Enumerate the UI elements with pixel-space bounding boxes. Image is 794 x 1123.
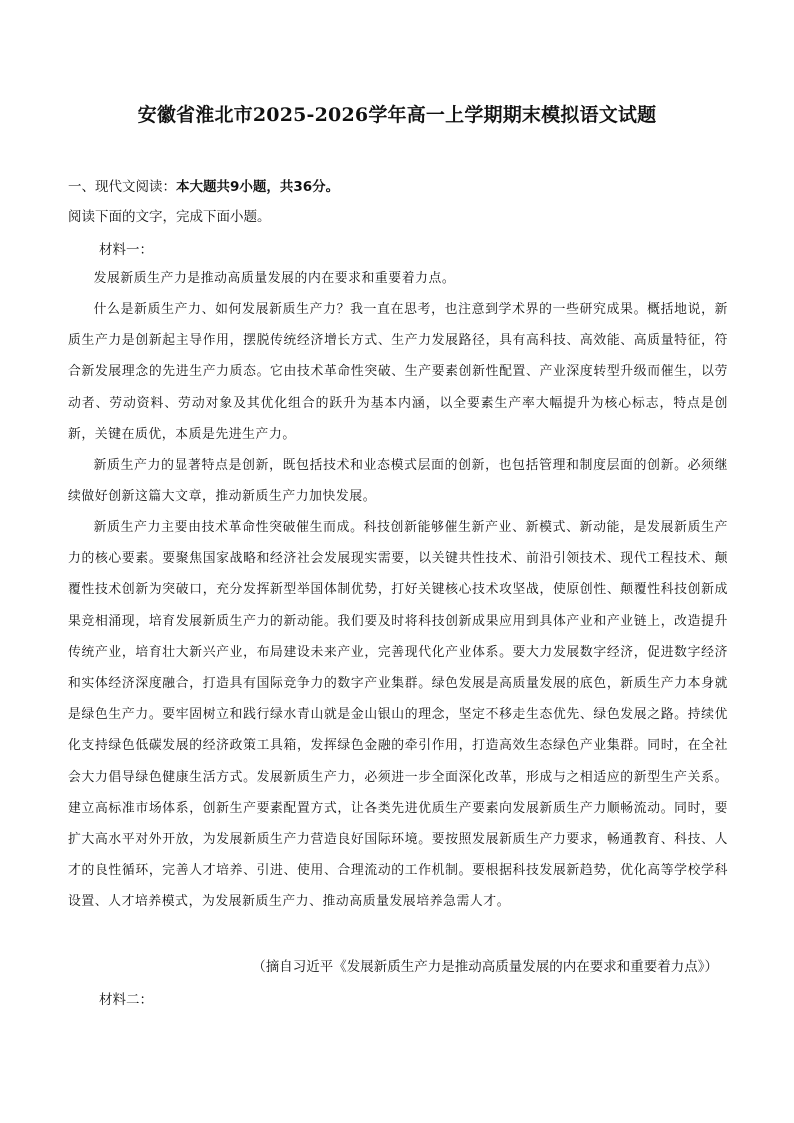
paragraph-1: 发展新质生产力是推动高质量发展的内在要求和重要着力点。: [93, 271, 456, 286]
material-one-label: 材料一：: [99, 242, 153, 258]
section-heading: [68, 175, 339, 195]
paragraph-2: 什么是新质生产力、如何发展新质生产力？我一直在思考，也注意到学术界的一些研究成果。概括地说，新质生产力是创新起主导作用，摆脱传统经济增长方式、生产力发展路径，具有高科技、高效能、高质量特征，符合新发展理念的先进生产力质态。它由技术革命性突破、生产要素创新性配置、产业深度转型升级而催生，以劳动者、劳动资料、劳动对象及其优化组合的跃升为基本内涵，以全要素生产率大幅提升为核心标志，特点是创新，关键在质优，本质是先进生产力。: [68, 302, 728, 442]
section-detail: 本大题共9小题，共36分。: [176, 179, 340, 195]
section-prefix: 一、现代文阅读：: [68, 179, 176, 195]
paragraph-3: 新质生产力的显著特点是创新，既包括技术和业态模式层面的创新，也包括管理和制度层面的创新。必须继续做好创新这篇大文章，推动新质生产力加快发展。: [68, 458, 728, 505]
source-citation: （摘自习近平《发展新质生产力是推动高质量发展的内在要求和重要着力点》）: [252, 959, 718, 975]
material-two-label: 材料二：: [99, 992, 153, 1008]
exam-title: 安徽省淮北市2025-2026学年高一上学期期末模拟语文试题: [137, 104, 657, 126]
reading-instruction: 阅读下面的文字，完成下面小题。: [68, 209, 271, 225]
paragraph-4: 新质生产力主要由技术革命性突破催生而成。科技创新能够催生新产业、新模式、新动能，是发展新质生产力的核心要素。要聚焦国家战略和经济社会发展现实需要，以关键共性技术、前沿引领技术、现代工程技术、颠覆性技术创新为突破口，充分发挥新型举国体制优势，打好关键核心技术攻坚战，使原创性、颠覆性科技创新成果竞相涌现，培育发展新质生产力的新动能。我们要及时将科技创新成果应用到具体产业和产业链上，改造提升传统产业，培育壮大新兴产业，布局建设未来产业，完善现代化产业体系。要大力发展数字经济，促进数字经济和实体经济深度融合，打造具有国际竞争力的数字产业集群。绿色发展是高质量发展的底色，新质生产力本身就是绿色生产力。要牢固树立和践行绿水青山就是金山银山的理念，坚定不移走生态优先、绿色发展之路。持续优化支持绿色低碳发展的经济政策工具箱，发挥绿色金融的牵引作用，打造高效生态绿色产业集群。同时，在全社会大力倡导绿色健康生活方式。发展新质生产力，必须进一步全面深化改革，形成与之相适应的新型生产关系。建立高标准市场体系，创新生产要素配置方式，让各类先进优质生产要素向发展新质生产力顺畅流动。同时，要扩大高水平对外开放，为发展新质生产力营造良好国际环境。要按照发展新质生产力要求，畅通教育、科技、人才的良性循环，完善人才培养、引进、使用、合理流动的工作机制。要根据科技发展新趋势，优化高等学校学科设置、人才培养模式，为发展新质生产力、推动高质量发展培养急需人才。: [68, 520, 728, 910]
